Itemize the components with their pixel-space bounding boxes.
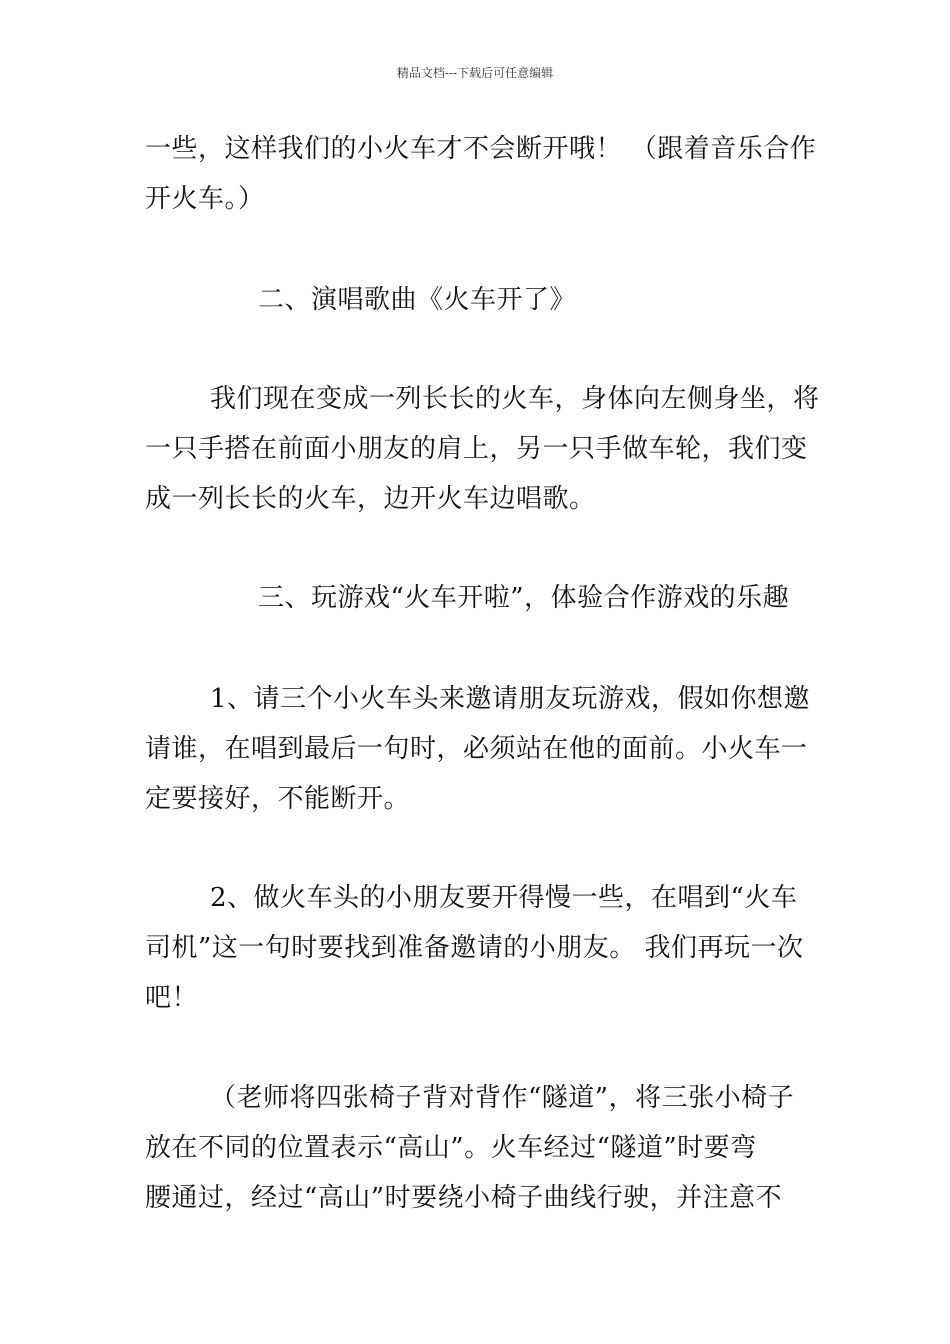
- text-line: 放在不同的位置表示“高山”。火车经过“隧道”时要弯: [145, 1133, 757, 1163]
- text-line: 吧！: [145, 983, 199, 1013]
- text-line: 司机”这一句时要找到准备邀请的小朋友。 我们再玩一次: [145, 933, 804, 963]
- text-line: 定要接好，不能断开。: [145, 784, 411, 814]
- text-line: 成一列长长的火车，边开火车边唱歌。: [145, 484, 596, 514]
- section-heading: 二、演唱歌曲《火车开了》: [258, 285, 577, 315]
- text-line: 一只手搭在前面小朋友的肩上，另一只手做车轮，我们变: [145, 434, 808, 464]
- text-line: 腰通过，经过“高山”时要绕小椅子曲线行驶，并注意不: [145, 1183, 783, 1213]
- text-line: 请谁，在唱到最后一句时，必须站在他的面前。小火车一: [145, 734, 808, 764]
- text-line: （老师将四张椅子背对背作“隧道”，将三张小椅子: [210, 1083, 795, 1113]
- text-line: 1、请三个小火车头来邀请朋友玩游戏，假如你想邀: [210, 684, 811, 714]
- page-header: 精品文档---下载后可任意编辑: [396, 66, 554, 80]
- text-line: 一些，这样我们的小火车才不会断开哦！ （跟着音乐合作: [145, 134, 817, 164]
- text-line: 开火车。）: [145, 184, 265, 214]
- text-line: 2、做火车头的小朋友要开得慢一些，在唱到“火车: [210, 883, 798, 913]
- section-heading: 三、玩游戏“火车开啦”，体验合作游戏的乐趣: [258, 583, 790, 613]
- text-line: 我们现在变成一列长长的火车，身体向左侧身坐，将: [210, 384, 820, 414]
